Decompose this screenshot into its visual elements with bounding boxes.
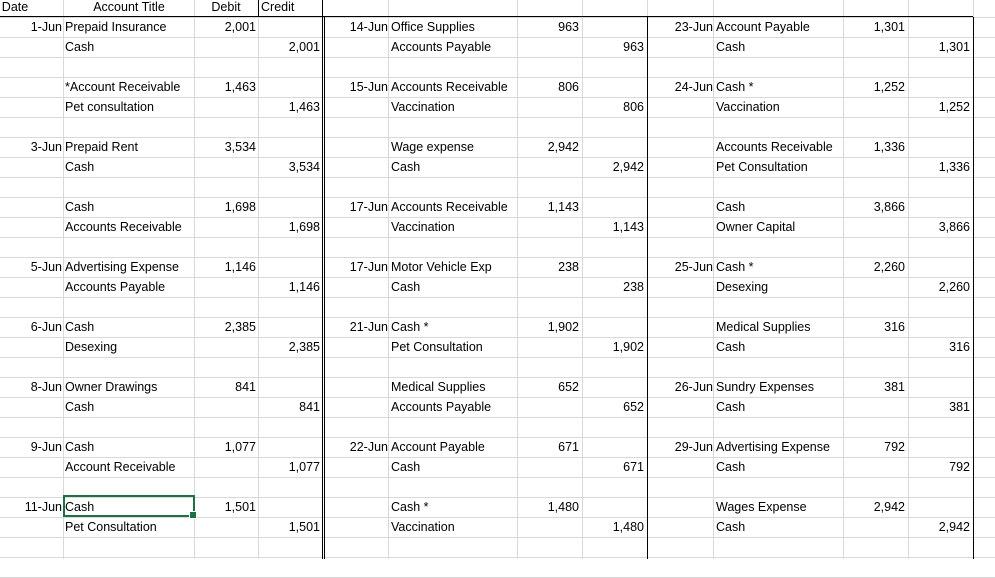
credit-amount[interactable]: 2,942	[938, 520, 970, 534]
credit-account-title[interactable]: Vaccination	[716, 100, 780, 114]
entry-date[interactable]	[649, 137, 713, 157]
debit-account-title[interactable]: Motor Vehicle Exp	[391, 260, 492, 274]
credit-amount[interactable]: 2,942	[612, 160, 644, 174]
credit-amount[interactable]: 1,143	[612, 220, 644, 234]
debit-account-title[interactable]: Account Payable	[391, 440, 485, 454]
gridline-row	[0, 237, 995, 238]
debit-amount[interactable]: 2,942	[547, 140, 579, 154]
debit-account-title[interactable]: Prepaid Insurance	[65, 20, 167, 34]
credit-account-title[interactable]: Account Receivable	[65, 460, 176, 474]
entry-date[interactable]: 22-Jun	[349, 440, 388, 454]
credit-amount[interactable]: 1,501	[288, 520, 320, 534]
debit-account-title[interactable]: Wages Expense	[716, 500, 807, 514]
entry-date[interactable]	[324, 137, 388, 157]
entry-date[interactable]: 9-Jun	[30, 440, 62, 454]
debit-account-title[interactable]: Accounts Receivable	[391, 200, 508, 214]
header-date: Date	[1, 0, 29, 14]
debit-account-title[interactable]: Accounts Receivable	[716, 140, 833, 154]
border	[322, 0, 323, 559]
credit-amount[interactable]: 1,902	[612, 340, 644, 354]
debit-account-title[interactable]: Account Payable	[716, 20, 810, 34]
debit-amount[interactable]: 1,698	[224, 200, 256, 214]
debit-account-title[interactable]: Medical Supplies	[391, 380, 486, 394]
debit-amount[interactable]: 1,480	[547, 500, 579, 514]
entry-date[interactable]: 11-Jun	[24, 500, 62, 514]
debit-account-title[interactable]: Accounts Receivable	[391, 80, 508, 94]
entry-date[interactable]	[0, 197, 62, 217]
credit-account-title[interactable]: Pet Consultation	[65, 520, 157, 534]
debit-account-title[interactable]: Advertising Expense	[716, 440, 830, 454]
debit-amount[interactable]: 1,336	[873, 140, 905, 154]
debit-account-title[interactable]: Sundry Expenses	[716, 380, 814, 394]
debit-account-title[interactable]: Prepaid Rent	[65, 140, 138, 154]
entry-date[interactable]	[0, 77, 62, 97]
selected-cell[interactable]	[63, 495, 195, 517]
debit-account-title[interactable]: Medical Supplies	[716, 320, 811, 334]
debit-account-title[interactable]: Advertising Expense	[65, 260, 179, 274]
credit-account-title[interactable]: Accounts Payable	[65, 280, 166, 294]
credit-account-title[interactable]: Vaccination	[391, 220, 455, 234]
debit-account-title[interactable]: Cash	[65, 200, 95, 214]
credit-amount[interactable]: 963	[623, 40, 644, 54]
credit-account-title[interactable]: Vaccination	[391, 100, 455, 114]
header-account-title: Account Title	[93, 0, 165, 14]
debit-account-title[interactable]: Wage expense	[391, 140, 474, 154]
credit-account-title[interactable]: Cash	[716, 460, 746, 474]
border	[647, 17, 648, 559]
debit-amount[interactable]: 1,902	[547, 320, 579, 334]
credit-account-title[interactable]: Vaccination	[391, 520, 455, 534]
debit-amount[interactable]: 2,385	[224, 320, 256, 334]
entry-date[interactable]	[649, 197, 713, 217]
debit-amount[interactable]: 1,143	[547, 200, 579, 214]
credit-amount[interactable]: 238	[623, 280, 644, 294]
credit-account-title[interactable]: Pet Consultation	[716, 160, 808, 174]
credit-account-title[interactable]: Cash	[716, 520, 746, 534]
header-credit: Credit	[261, 0, 295, 14]
credit-amount[interactable]: 1,463	[288, 100, 320, 114]
debit-amount[interactable]: 3,534	[224, 140, 256, 154]
debit-account-title[interactable]: Owner Drawings	[65, 380, 158, 394]
gridline-col	[388, 0, 389, 559]
credit-account-title[interactable]: Desexing	[716, 280, 769, 294]
debit-amount[interactable]: 238	[558, 260, 579, 274]
credit-amount[interactable]: 3,534	[288, 160, 320, 174]
credit-amount[interactable]: 1,077	[288, 460, 320, 474]
gridline-row	[0, 537, 995, 538]
border	[258, 0, 259, 17]
debit-amount[interactable]: 381	[884, 380, 905, 394]
debit-account-title[interactable]: Cash	[65, 440, 95, 454]
gridline-col	[63, 0, 64, 559]
credit-amount[interactable]: 806	[623, 100, 644, 114]
entry-date[interactable]	[649, 317, 713, 337]
entry-date[interactable]	[324, 377, 388, 397]
credit-amount[interactable]: 3,866	[938, 220, 970, 234]
credit-amount[interactable]: 841	[299, 400, 320, 414]
entry-date[interactable]: 17-Jun	[349, 200, 388, 214]
border	[973, 17, 974, 559]
debit-amount[interactable]: 1,463	[224, 80, 256, 94]
entry-date[interactable]: 24-Jun	[674, 80, 713, 94]
entry-date[interactable]: 8-Jun	[30, 380, 62, 394]
debit-amount[interactable]: 1,252	[873, 80, 905, 94]
debit-amount[interactable]: 963	[558, 20, 579, 34]
credit-account-title[interactable]: Pet consultation	[65, 100, 154, 114]
entry-date[interactable]	[649, 497, 713, 517]
credit-account-title[interactable]: Cash	[716, 400, 746, 414]
debit-amount[interactable]: 1,301	[873, 20, 905, 34]
credit-account-title[interactable]: Accounts Receivable	[65, 220, 182, 234]
entry-date[interactable]: 15-Jun	[349, 80, 388, 94]
credit-amount[interactable]: 1,301	[938, 40, 970, 54]
credit-amount[interactable]: 1,146	[288, 280, 320, 294]
entry-date[interactable]: 21-Jun	[349, 320, 388, 334]
credit-account-title[interactable]: Desexing	[65, 340, 118, 354]
debit-account-title[interactable]: Office Supplies	[391, 20, 475, 34]
gridline-row	[0, 357, 995, 358]
credit-account-title[interactable]: Cash	[65, 400, 95, 414]
debit-amount[interactable]: 1,077	[224, 440, 256, 454]
debit-account-title[interactable]: Cash *	[716, 260, 754, 274]
credit-account-title[interactable]: Cash	[391, 460, 421, 474]
credit-account-title[interactable]: Cash	[391, 160, 421, 174]
entry-date[interactable]: 6-Jun	[30, 320, 62, 334]
credit-amount[interactable]: 2,001	[288, 40, 320, 54]
gridline-row	[0, 477, 995, 478]
credit-account-title[interactable]: Accounts Payable	[391, 40, 492, 54]
entry-date[interactable]: 25-Jun	[674, 260, 713, 274]
debit-amount[interactable]: 841	[235, 380, 256, 394]
entry-date[interactable]: 3-Jun	[30, 140, 62, 154]
debit-amount[interactable]: 2,942	[873, 500, 905, 514]
fill-handle[interactable]	[189, 511, 197, 519]
gridline-row	[0, 177, 995, 178]
credit-amount[interactable]: 1,480	[612, 520, 644, 534]
credit-account-title[interactable]: Pet Consultation	[391, 340, 483, 354]
credit-amount[interactable]: 2,260	[938, 280, 970, 294]
credit-amount[interactable]: 2,385	[288, 340, 320, 354]
credit-amount[interactable]: 671	[623, 460, 644, 474]
header-debit: Debit	[211, 0, 241, 14]
gridline-row	[0, 117, 995, 118]
entry-date[interactable]: 1-Jun	[30, 20, 62, 34]
debit-amount[interactable]: 2,260	[873, 260, 905, 274]
debit-account-title[interactable]: Cash *	[391, 320, 429, 334]
debit-amount[interactable]: 792	[884, 440, 905, 454]
debit-amount[interactable]: 806	[558, 80, 579, 94]
gridline-row	[0, 57, 995, 58]
entry-date[interactable]: 5-Jun	[30, 260, 62, 274]
credit-amount[interactable]: 316	[949, 340, 970, 354]
credit-account-title[interactable]: Cash	[716, 40, 746, 54]
credit-account-title[interactable]: Cash	[716, 340, 746, 354]
debit-amount[interactable]: 316	[884, 320, 905, 334]
debit-account-title[interactable]: Cash *	[716, 80, 754, 94]
credit-amount[interactable]: 652	[623, 400, 644, 414]
gridline-row	[0, 417, 995, 418]
credit-account-title[interactable]: Accounts Payable	[391, 400, 492, 414]
credit-amount[interactable]: 381	[949, 400, 970, 414]
entry-date[interactable]: 17-Jun	[349, 260, 388, 274]
debit-amount[interactable]: 2,001	[224, 20, 256, 34]
credit-amount[interactable]: 1,336	[938, 160, 970, 174]
entry-date[interactable]: 29-Jun	[674, 440, 713, 454]
debit-account-title[interactable]: Cash	[716, 200, 746, 214]
entry-date[interactable]: 23-Jun	[674, 20, 713, 34]
credit-amount[interactable]: 1,698	[288, 220, 320, 234]
debit-account-title[interactable]: Cash	[65, 320, 95, 334]
credit-amount[interactable]: 1,252	[938, 100, 970, 114]
debit-account-title[interactable]: *Account Receivable	[65, 80, 181, 94]
debit-amount[interactable]: 1,501	[224, 500, 256, 514]
debit-amount[interactable]: 3,866	[873, 200, 905, 214]
credit-account-title[interactable]: Cash	[391, 280, 421, 294]
entry-date[interactable]: 14-Jun	[349, 20, 388, 34]
gridline-row	[0, 297, 995, 298]
border	[324, 17, 325, 559]
entry-date[interactable]	[324, 497, 388, 517]
credit-account-title[interactable]: Cash	[65, 160, 95, 174]
entry-date[interactable]: 26-Jun	[674, 380, 713, 394]
debit-amount[interactable]: 671	[558, 440, 579, 454]
credit-amount[interactable]: 792	[949, 460, 970, 474]
debit-account-title[interactable]: Cash	[65, 500, 95, 514]
gridline-row	[0, 557, 995, 558]
credit-account-title[interactable]: Cash	[65, 40, 95, 54]
gridline-col	[713, 0, 714, 559]
debit-account-title[interactable]: Cash *	[391, 500, 429, 514]
debit-amount[interactable]: 652	[558, 380, 579, 394]
credit-account-title[interactable]: Owner Capital	[716, 220, 796, 234]
debit-amount[interactable]: 1,146	[224, 260, 256, 274]
